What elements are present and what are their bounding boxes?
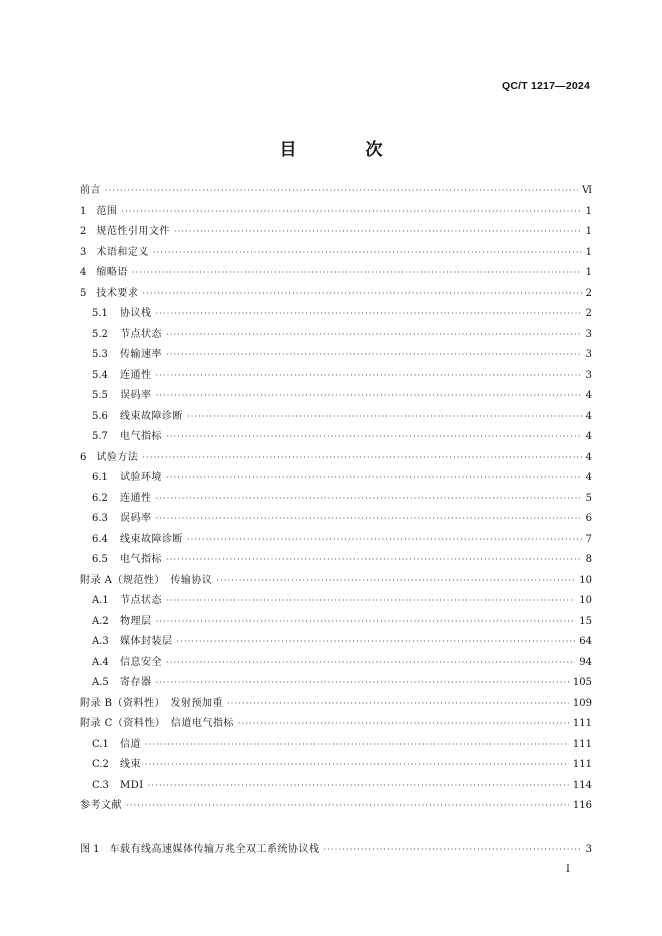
toc-entry[interactable] [80,714,592,735]
toc-entry[interactable] [80,653,592,674]
dot-leader [145,735,569,756]
toc-entry-number: A.2 [92,615,109,627]
toc-entry-number: 5.7 [92,431,108,442]
toc-entry[interactable] [80,530,592,551]
toc-entry-title: 线束故障诊断 [120,410,183,422]
toc-entry-title: 线束 [120,759,141,770]
toc-entry-number: 5.3 [92,349,108,360]
toc-entry-number: 5.6 [92,410,108,422]
toc-entry[interactable] [80,571,592,592]
toc-entry-title: 附录 B（资料性） 发射预加重 [80,697,224,709]
dot-leader [166,550,582,571]
toc-entry-page: 111 [572,718,592,729]
toc-entry-number: 5.1 [92,308,108,319]
dot-leader [156,509,582,530]
dot-leader [227,694,569,715]
toc-entry-page: 94 [579,656,592,668]
dot-leader [156,386,582,407]
toc-entry-title: 物理层 [120,615,152,627]
toc-entry-title: 节点状态 [120,328,162,340]
dot-leader [121,202,581,223]
toc-entry-number: 5.2 [92,328,108,340]
toc-entry-number: 6.5 [92,554,108,565]
toc-entry-title: 传输速率 [120,349,162,360]
toc-entry-page: 1 [585,226,592,237]
toc-entry-title: 附录 C（资料性） 信道电气指标 [80,718,234,729]
toc-entry-title: 媒体封装层 [120,636,173,647]
toc-entry[interactable] [80,694,592,715]
toc-entry-number: A.4 [92,656,109,668]
dot-leader [174,222,582,243]
dot-leader [105,181,578,202]
toc-entry-title: 节点状态 [120,595,162,606]
toc-entry-page: 15 [579,615,592,627]
toc-entry-page: 109 [572,697,592,709]
toc-entry-number: C.3 [92,779,109,791]
figure-entry[interactable] [80,840,592,860]
dot-leader [166,653,575,674]
toc-entry-title: 参考文献 [80,800,122,811]
toc-entry[interactable] [80,448,592,469]
toc-entry-title: 试验方法 [96,451,139,463]
dot-leader [156,673,569,694]
toc-entry[interactable] [80,345,592,366]
toc-entry-title: MDI [120,779,144,791]
dot-leader [156,489,582,510]
toc-entry-number: 6.3 [92,513,108,524]
toc-entry[interactable] [80,550,592,571]
toc-entry-title: 误码率 [120,513,152,524]
toc-entry-number: 1 [80,205,87,217]
toc-entry-page: 7 [585,533,592,545]
toc-entry[interactable] [80,796,592,817]
toc-entry-page: 1 [585,205,592,217]
dot-leader [166,468,582,489]
toc-entry-page: Ⅵ [581,185,592,196]
dot-leader [166,427,582,448]
toc-entry-page: 3 [585,349,592,360]
toc-entry[interactable] [80,366,592,387]
toc-entry-page: 105 [572,677,592,688]
toc-entry[interactable] [80,755,592,776]
toc-entry[interactable] [80,263,592,284]
toc-entry[interactable] [80,489,592,510]
toc-entry-title: 协议栈 [120,308,152,319]
toc-entry[interactable] [80,386,592,407]
toc-entry[interactable] [80,591,592,612]
toc-entry-page: 10 [579,574,592,586]
toc-entry[interactable] [80,222,592,243]
toc-entry-title: 规范性引用文件 [96,226,170,237]
toc-entry-title: 术语和定义 [96,246,149,258]
toc-entry-number: C.1 [92,738,109,750]
toc-entry-page: 114 [572,779,592,791]
toc-entry-number: 6.4 [92,533,108,545]
toc-entry-page: 2 [585,308,592,319]
toc-entry[interactable] [80,284,592,305]
toc-entry[interactable] [80,304,592,325]
toc-entry-title: 电气指标 [120,431,162,442]
dot-leader [126,796,569,817]
dot-leader [148,776,569,797]
toc-entry-page: 4 [585,410,592,422]
toc-entry-number: 6 [80,451,87,463]
toc-entry-page: 2 [585,287,592,299]
toc-entry-number: 5.5 [92,390,108,401]
dot-leader [156,304,582,325]
page-title: 目 次 [279,140,409,160]
toc-entry-title: 信息安全 [120,656,162,668]
dot-leader [142,284,581,305]
toc-entry-title: 线束故障诊断 [120,533,183,545]
toc-entry[interactable] [80,325,592,346]
toc-entry[interactable] [80,509,592,530]
toc-entry-title: 车载有线高速媒体传输万兆全双工系统协议栈 [109,844,320,855]
toc-entry-number: 6.1 [92,472,108,483]
toc-entry-page: 111 [572,738,592,750]
toc-entry-page: 1 [585,267,592,278]
toc-entry-title: 连通性 [120,369,152,381]
toc-entry-page: 8 [585,554,592,565]
dot-leader [153,243,582,264]
dot-leader [166,591,575,612]
toc-entry-number: A.5 [92,677,109,688]
toc-entry-title: 前言 [80,185,101,196]
toc-entry-number: 2 [80,226,87,237]
dot-leader [187,407,582,428]
toc-entry[interactable] [80,468,592,489]
toc-entry-title: 信道 [120,738,141,750]
page-number: I [566,864,570,875]
toc-entry-page: 3 [585,328,592,340]
dot-leader [156,612,576,633]
toc-entry-page: 64 [579,636,592,647]
toc-entry-page: 111 [572,759,592,770]
toc-entry-page: 4 [585,431,592,442]
toc-entry-title: 范围 [96,205,118,217]
dot-leader [324,840,582,860]
toc-entry-number: 4 [80,267,87,278]
toc-entry-number: A.3 [92,636,109,647]
toc-entry-page: 6 [585,513,592,524]
toc-entry-page: 10 [579,595,592,606]
dot-leader [216,571,575,592]
dot-leader [132,263,582,284]
toc-entry-page: 4 [585,390,592,401]
dot-leader [156,366,582,387]
toc-entry-number: 图 1 [80,844,100,855]
toc-entry-number: 3 [80,246,87,258]
toc-entry[interactable] [80,181,592,202]
toc-entry-page: 5 [585,492,592,504]
toc-entry-number: 5.4 [92,369,108,381]
dot-leader [238,714,569,735]
toc-entry-title: 附录 A（规范性） 传输协议 [80,574,213,586]
toc-entry[interactable] [80,632,592,653]
toc-entry-page: 3 [585,369,592,381]
toc-entry-title: 电气指标 [120,554,162,565]
toc-entry-number: 5 [80,287,87,299]
toc-entry-number: A.1 [92,595,109,606]
dot-leader [187,530,582,551]
toc-entry-number: C.2 [92,759,109,770]
toc-entry-title: 寄存器 [120,677,152,688]
toc-entry[interactable] [80,243,592,264]
toc-entry[interactable] [80,776,592,797]
toc-entry[interactable] [80,407,592,428]
toc-entry-title: 试验环境 [120,472,162,483]
toc-entry-page: 3 [585,844,592,855]
toc-entry[interactable] [80,673,592,694]
dot-leader [177,632,576,653]
toc-entry-number: 6.2 [92,492,108,504]
dot-leader [166,325,582,346]
figure-list [80,840,592,860]
table-of-contents [80,181,592,817]
toc-entry[interactable] [80,202,592,223]
toc-entry-page: 1 [585,246,592,258]
toc-entry-page: 4 [585,451,592,463]
toc-entry[interactable] [80,612,592,633]
toc-entry-title: 连通性 [120,492,152,504]
toc-entry-title: 缩略语 [96,267,128,278]
toc-entry[interactable] [80,735,592,756]
standard-code: QC/T 1217—2024 [501,80,590,92]
toc-entry-page: 4 [585,472,592,483]
toc-entry-page: 116 [572,800,592,811]
toc-entry-title: 技术要求 [96,287,139,299]
toc-entry-title: 误码率 [120,390,152,401]
toc-entry[interactable] [80,427,592,448]
dot-leader [166,345,582,366]
dot-leader [142,448,581,469]
dot-leader [145,755,569,776]
